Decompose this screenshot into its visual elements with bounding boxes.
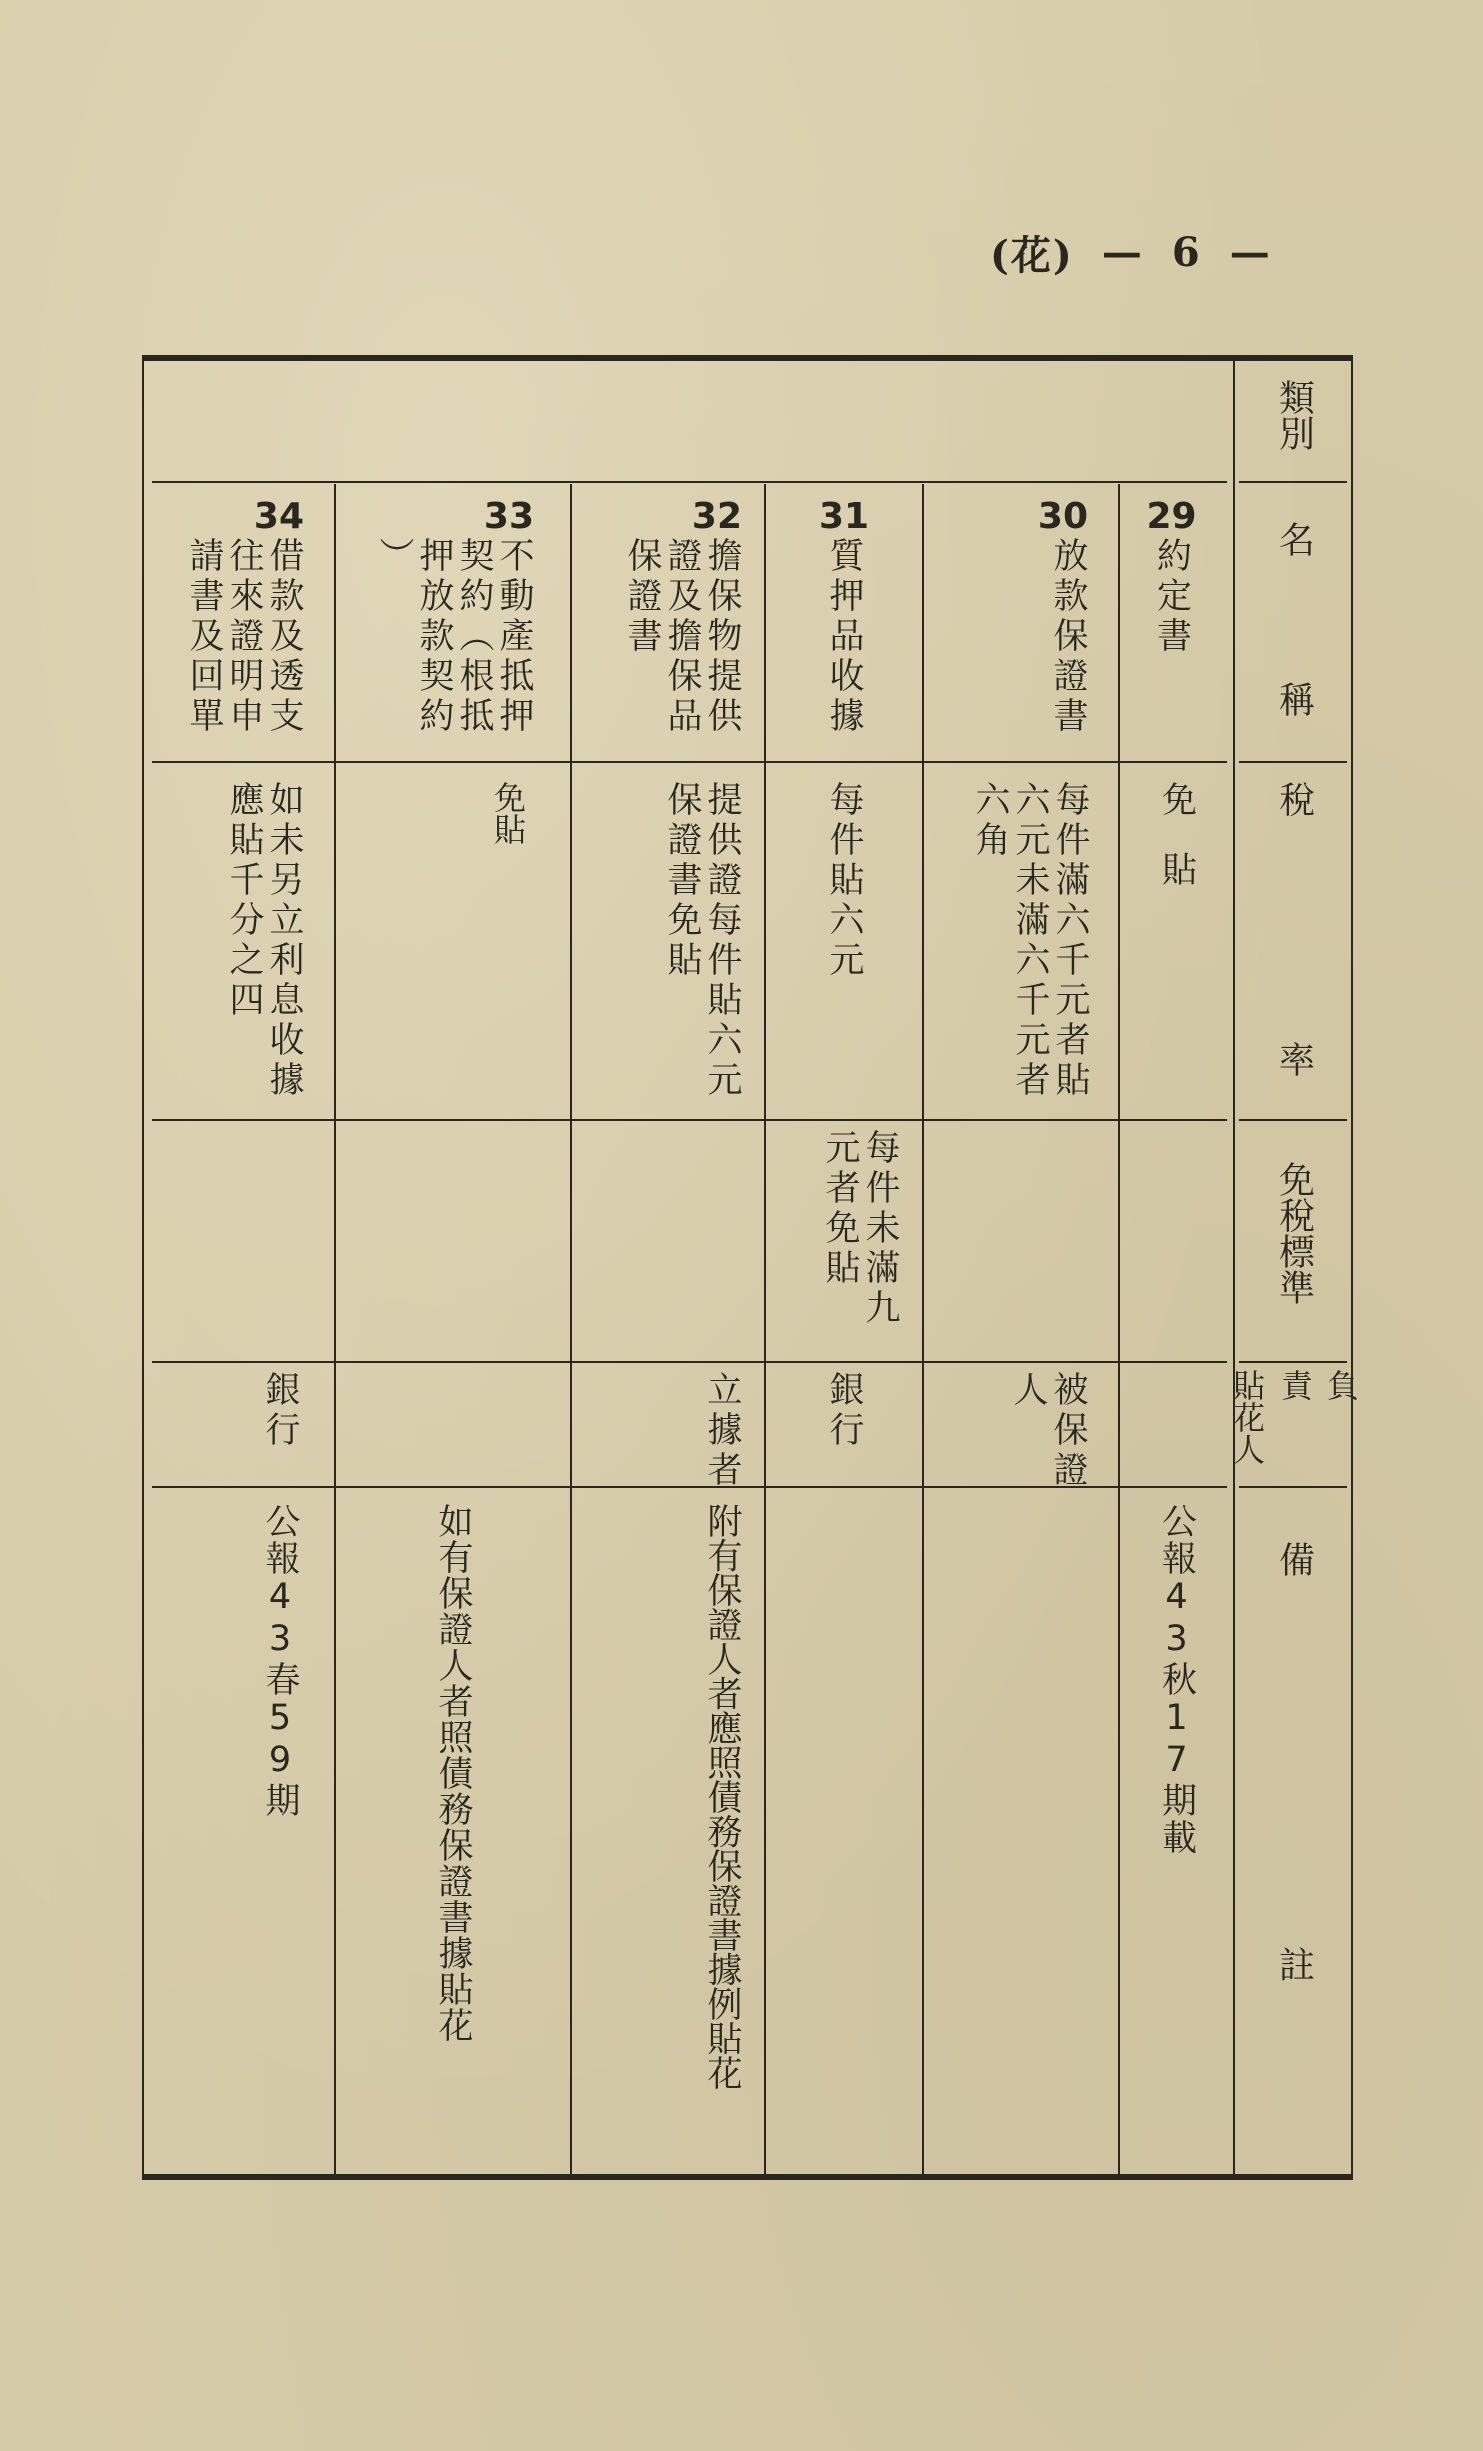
hdr-divider — [1239, 761, 1347, 763]
row-34-remarks: 公報43春59期 — [260, 1503, 300, 1819]
header-responsible: 負責 貼花人 — [1228, 1369, 1360, 1465]
hdr-divider — [1239, 1119, 1347, 1121]
hdr-divider — [1239, 481, 1347, 483]
row-31-exemption: 每件未滿九 元者免貼 — [820, 1129, 900, 1329]
header-rate-top: 稅 — [1273, 781, 1315, 817]
header-exemption: 免稅標準 — [1273, 1161, 1315, 1305]
name-row-divider — [152, 761, 1227, 763]
row-31-rate: 每件貼六元 — [824, 781, 864, 981]
row-32-rate: 提供證每件貼六元 保證書免貼 — [662, 781, 742, 1101]
row-29-remarks: 公報43秋17期載 — [1156, 1503, 1197, 1856]
row-33-rate: 免貼 — [489, 781, 527, 845]
row-29-name: 29 約定書 — [1146, 496, 1197, 657]
header-category: 類別 — [1273, 379, 1315, 451]
row-32-remarks: 附有保證人者應照債務保證書據例貼花 — [702, 1503, 742, 2090]
header-rate-bottom: 率 — [1273, 1041, 1315, 1077]
row-33-remarks: 如有保證人者照債務保證書據貼花 — [433, 1503, 473, 2043]
row-32-responsible: 立據者 — [702, 1371, 742, 1491]
header-name-bottom: 稱 — [1273, 681, 1315, 717]
row-30-rate: 每件滿六千元者貼 六元未滿六千元者 六角 — [970, 781, 1090, 1101]
page-header — [990, 222, 1272, 282]
hdr-divider — [1239, 1361, 1347, 1363]
row-30-responsible: 被保證 人 — [1008, 1371, 1088, 1491]
hdr-divider — [1239, 1486, 1347, 1488]
rate-row-divider — [152, 1119, 1227, 1121]
stamp-tax-table — [142, 355, 1360, 2180]
page-number: 6 — [1171, 228, 1202, 276]
header-name-top: 名 — [1273, 521, 1315, 557]
row-34-name: 34 借款及透支 往來證明申 請書及回單 — [184, 496, 304, 737]
dash-right: — — [1229, 228, 1272, 276]
row-34-rate: 如未另立利息收據 應貼千分之四 — [224, 781, 304, 1101]
row-31-responsible: 銀行 — [824, 1371, 864, 1451]
header-remarks-bottom: 註 — [1273, 1946, 1315, 1982]
row-32-name: 32 擔保物提供 證及擔保品 保證書 — [622, 496, 742, 737]
row-33-name: 33 不動產抵押 契約（根抵 押放款契約 ） — [374, 496, 534, 737]
dash-left: — — [1101, 228, 1144, 276]
row-29-rate: 免 貼 — [1156, 781, 1197, 891]
category-row-divider — [152, 481, 1227, 483]
row-34-responsible: 銀行 — [260, 1371, 300, 1451]
row-31-name: 31 質押品收據 — [818, 496, 870, 737]
header-remarks-top: 備 — [1273, 1541, 1315, 1577]
exemption-row-divider — [152, 1361, 1227, 1363]
row-30-name: 30 放款保證書 — [1037, 496, 1088, 737]
section-label: (花) — [990, 231, 1074, 279]
